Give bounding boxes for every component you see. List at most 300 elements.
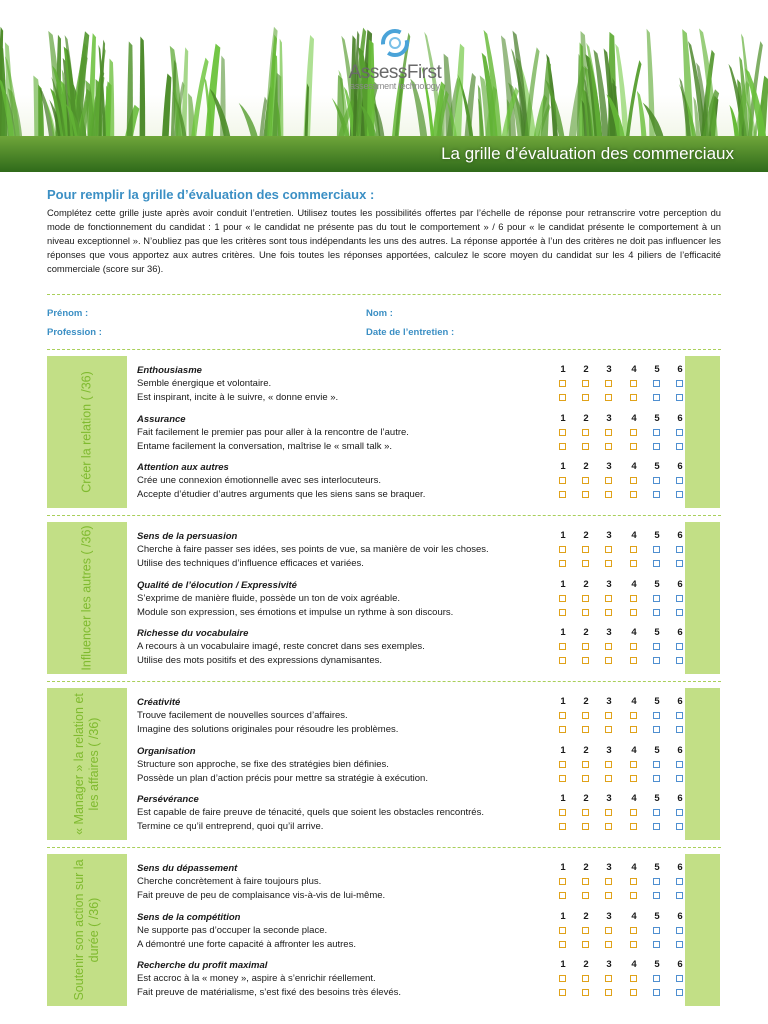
scale-number: 1	[560, 911, 566, 922]
rating-checkbox-2[interactable]	[582, 595, 589, 602]
rating-checkbox-1[interactable]	[559, 443, 566, 450]
criterion-title: Attention aux autres	[137, 462, 229, 473]
rating-checkbox-1[interactable]	[559, 429, 566, 436]
scale-number: 2	[583, 413, 589, 424]
assessfirst-logo	[330, 26, 460, 91]
rating-checkbox-2[interactable]	[582, 643, 589, 650]
scale-number: 1	[560, 696, 566, 707]
rating-checkbox-5[interactable]	[653, 560, 660, 567]
section-label: « Manager » la relation et les affaires ( /36)	[72, 693, 101, 835]
criterion-description: Module son expression, ses émotions et impulse un rythme à son discours.	[137, 607, 454, 618]
rating-row-1	[557, 543, 687, 557]
rating-checkbox-5[interactable]	[653, 394, 660, 401]
scale-number: 2	[583, 530, 589, 541]
rating-checkbox-5[interactable]	[653, 878, 660, 885]
rating-checkbox-2[interactable]	[582, 609, 589, 616]
rating-row-2	[557, 938, 687, 952]
rating-checkbox-3[interactable]	[605, 941, 612, 948]
criterion-description: Structure son approche, se fixe des stratégies bien définies.	[137, 759, 389, 770]
rating-row-1	[557, 426, 687, 440]
rating-checkbox-1[interactable]	[559, 927, 566, 934]
scale-number: 6	[677, 627, 683, 638]
scale-number: 3	[606, 461, 612, 472]
rating-checkbox-3[interactable]	[605, 989, 612, 996]
rating-checkbox-1[interactable]	[559, 975, 566, 982]
rating-row-1	[557, 924, 687, 938]
rating-checkbox-5[interactable]	[653, 892, 660, 899]
section-label-panel	[47, 854, 127, 1006]
rating-scale	[557, 530, 687, 543]
scale-number: 2	[583, 461, 589, 472]
rating-checkbox-6[interactable]	[676, 878, 683, 885]
rating-checkbox-3[interactable]	[605, 892, 612, 899]
rating-checkbox-4[interactable]	[630, 712, 637, 719]
rating-row-2	[557, 723, 687, 737]
rating-checkbox-3[interactable]	[605, 712, 612, 719]
scale-number: 3	[606, 364, 612, 375]
section-soutenir-son-action	[47, 852, 721, 1008]
rating-checkbox-6[interactable]	[676, 546, 683, 553]
scale-number: 5	[654, 745, 660, 756]
scale-number: 6	[677, 745, 683, 756]
rating-checkbox-4[interactable]	[630, 394, 637, 401]
criterion-title: Persévérance	[137, 794, 199, 805]
rating-checkbox-6[interactable]	[676, 726, 683, 733]
rating-checkbox-4[interactable]	[630, 380, 637, 387]
rating-row-2	[557, 488, 687, 502]
rating-checkbox-2[interactable]	[582, 761, 589, 768]
criterion-description: Fait preuve de peu de complaisance vis-à-vis de lui-même.	[137, 890, 386, 901]
rating-row-1	[557, 377, 687, 391]
criterion-description: Trouve facilement de nouvelles sources d’affaires.	[137, 710, 348, 721]
scale-number: 5	[654, 793, 660, 804]
criterion	[137, 793, 685, 834]
rating-row-2	[557, 889, 687, 903]
scale-number: 2	[583, 911, 589, 922]
rating-checkbox-4[interactable]	[630, 609, 637, 616]
scale-number: 3	[606, 579, 612, 590]
rating-checkbox-6[interactable]	[676, 595, 683, 602]
scale-number: 2	[583, 745, 589, 756]
section-label-panel	[47, 522, 127, 674]
rating-checkbox-6[interactable]	[676, 380, 683, 387]
rating-checkbox-2[interactable]	[582, 726, 589, 733]
rating-checkbox-4[interactable]	[630, 892, 637, 899]
criterion-description: Est inspirant, incite à le suivre, « donne envie ».	[137, 392, 339, 403]
rating-checkbox-1[interactable]	[559, 761, 566, 768]
rating-checkbox-6[interactable]	[676, 429, 683, 436]
rating-checkbox-1[interactable]	[559, 712, 566, 719]
scale-number: 4	[631, 364, 637, 375]
rating-checkbox-5[interactable]	[653, 975, 660, 982]
rating-checkbox-4[interactable]	[630, 726, 637, 733]
rating-row-1	[557, 875, 687, 889]
criterion	[137, 911, 685, 952]
rating-checkbox-3[interactable]	[605, 657, 612, 664]
scale-number: 3	[606, 959, 612, 970]
rating-checkbox-2[interactable]	[582, 394, 589, 401]
rating-checkbox-1[interactable]	[559, 823, 566, 830]
rating-checkbox-6[interactable]	[676, 989, 683, 996]
intro-heading: Pour remplir la grille d’évaluation des commerciaux :	[47, 187, 375, 202]
rating-checkbox-3[interactable]	[605, 975, 612, 982]
scale-number: 1	[560, 793, 566, 804]
criterion-title: Sens de la persuasion	[137, 531, 238, 542]
rating-checkbox-1[interactable]	[559, 491, 566, 498]
rating-checkbox-5[interactable]	[653, 823, 660, 830]
criterion	[137, 627, 685, 668]
rating-checkbox-2[interactable]	[582, 892, 589, 899]
criterion-description: Ne supporte pas d’occuper la seconde place.	[137, 925, 328, 936]
rating-checkbox-5[interactable]	[653, 609, 660, 616]
scale-number: 5	[654, 911, 660, 922]
scale-number: 3	[606, 862, 612, 873]
rating-checkbox-6[interactable]	[676, 761, 683, 768]
scale-number: 3	[606, 696, 612, 707]
rating-scale	[557, 696, 687, 709]
criterion	[137, 461, 685, 502]
scale-number: 4	[631, 627, 637, 638]
scale-number: 1	[560, 959, 566, 970]
criterion-description: Termine ce qu’il entreprend, quoi qu’il arrive.	[137, 821, 324, 832]
rating-checkbox-4[interactable]	[630, 975, 637, 982]
scale-numbers	[557, 696, 687, 709]
rating-checkbox-4[interactable]	[630, 477, 637, 484]
rating-checkbox-6[interactable]	[676, 712, 683, 719]
rating-checkbox-2[interactable]	[582, 657, 589, 664]
rating-checkbox-1[interactable]	[559, 477, 566, 484]
rating-row-1	[557, 592, 687, 606]
criterion-title: Qualité de l’élocution / Expressivité	[137, 580, 297, 591]
rating-checkbox-3[interactable]	[605, 823, 612, 830]
rating-checkbox-4[interactable]	[630, 878, 637, 885]
criterion	[137, 959, 685, 1000]
rating-checkbox-3[interactable]	[605, 927, 612, 934]
rating-checkbox-2[interactable]	[582, 809, 589, 816]
rating-checkbox-5[interactable]	[653, 712, 660, 719]
rating-scale	[557, 911, 687, 924]
criterion	[137, 862, 685, 903]
criterion-description: Possède un plan d’action précis pour mettre sa stratégie à exécution.	[137, 773, 428, 784]
scale-number: 5	[654, 959, 660, 970]
rating-row-2	[557, 820, 687, 834]
rating-row-1	[557, 758, 687, 772]
section-label: Créer la relation ( /36)	[79, 371, 94, 493]
scale-number: 5	[654, 413, 660, 424]
rating-scale	[557, 579, 687, 592]
rating-checkbox-4[interactable]	[630, 823, 637, 830]
scale-number: 2	[583, 793, 589, 804]
rating-checkbox-4[interactable]	[630, 761, 637, 768]
rating-checkbox-5[interactable]	[653, 941, 660, 948]
rating-checkbox-3[interactable]	[605, 380, 612, 387]
scale-number: 4	[631, 579, 637, 590]
rating-checkbox-6[interactable]	[676, 941, 683, 948]
scale-number: 3	[606, 627, 612, 638]
rating-checkbox-1[interactable]	[559, 989, 566, 996]
section-manager-la-relation	[47, 686, 721, 842]
rating-scale	[557, 862, 687, 875]
rating-checkbox-5[interactable]	[653, 477, 660, 484]
divider	[47, 847, 721, 848]
nom-field-label: Nom :	[366, 308, 393, 319]
rating-checkbox-1[interactable]	[559, 560, 566, 567]
scale-number: 6	[677, 461, 683, 472]
rating-checkbox-5[interactable]	[653, 775, 660, 782]
rating-checkbox-5[interactable]	[653, 809, 660, 816]
criterion-description: Fait preuve de matérialisme, s’est fixé des besoins très élevés.	[137, 987, 402, 998]
rating-checkbox-3[interactable]	[605, 775, 612, 782]
rating-checkbox-4[interactable]	[630, 560, 637, 567]
rating-row-1	[557, 972, 687, 986]
rating-checkbox-3[interactable]	[605, 560, 612, 567]
divider	[47, 681, 721, 682]
criterion-description: Accepte d’étudier d’autres arguments que les siens sans se braquer.	[137, 489, 426, 500]
rating-checkbox-2[interactable]	[582, 878, 589, 885]
rating-checkbox-6[interactable]	[676, 809, 683, 816]
rating-checkbox-4[interactable]	[630, 429, 637, 436]
scale-number: 1	[560, 579, 566, 590]
scale-number: 6	[677, 364, 683, 375]
scale-numbers	[557, 579, 687, 592]
rating-checkbox-2[interactable]	[582, 989, 589, 996]
rating-checkbox-4[interactable]	[630, 546, 637, 553]
rating-checkbox-3[interactable]	[605, 643, 612, 650]
rating-scale	[557, 364, 687, 377]
rating-checkbox-4[interactable]	[630, 443, 637, 450]
rating-checkbox-3[interactable]	[605, 809, 612, 816]
rating-checkbox-5[interactable]	[653, 657, 660, 664]
rating-checkbox-2[interactable]	[582, 927, 589, 934]
rating-checkbox-1[interactable]	[559, 546, 566, 553]
rating-checkbox-1[interactable]	[559, 878, 566, 885]
score-column	[685, 356, 720, 508]
rating-checkbox-6[interactable]	[676, 443, 683, 450]
criterion	[137, 413, 685, 454]
rating-checkbox-5[interactable]	[653, 491, 660, 498]
rating-checkbox-1[interactable]	[559, 643, 566, 650]
scale-number: 1	[560, 364, 566, 375]
rating-scale	[557, 793, 687, 806]
rating-checkbox-5[interactable]	[653, 726, 660, 733]
rating-checkbox-2[interactable]	[582, 477, 589, 484]
scale-number: 2	[583, 579, 589, 590]
rating-checkbox-4[interactable]	[630, 491, 637, 498]
divider	[47, 349, 721, 350]
scale-numbers	[557, 364, 687, 377]
rating-checkbox-6[interactable]	[676, 975, 683, 982]
rating-checkbox-1[interactable]	[559, 941, 566, 948]
rating-checkbox-3[interactable]	[605, 726, 612, 733]
scale-number: 3	[606, 745, 612, 756]
rating-checkbox-4[interactable]	[630, 657, 637, 664]
rating-checkbox-3[interactable]	[605, 595, 612, 602]
scale-number: 5	[654, 696, 660, 707]
scale-number: 6	[677, 793, 683, 804]
criterion-description: Est capable de faire preuve de ténacité, quels que soient les obstacles rencontrés.	[137, 807, 484, 818]
rating-checkbox-5[interactable]	[653, 380, 660, 387]
rating-checkbox-4[interactable]	[630, 595, 637, 602]
rating-checkbox-5[interactable]	[653, 643, 660, 650]
rating-checkbox-2[interactable]	[582, 429, 589, 436]
rating-checkbox-2[interactable]	[582, 775, 589, 782]
scale-numbers	[557, 959, 687, 972]
rating-checkbox-6[interactable]	[676, 477, 683, 484]
section-criteria	[127, 686, 685, 842]
rating-checkbox-3[interactable]	[605, 429, 612, 436]
rating-checkbox-3[interactable]	[605, 491, 612, 498]
profession-field-label: Profession :	[47, 327, 102, 338]
rating-checkbox-1[interactable]	[559, 775, 566, 782]
rating-checkbox-6[interactable]	[676, 823, 683, 830]
rating-checkbox-1[interactable]	[559, 609, 566, 616]
criterion-description: A démontré une forte capacité à affronter les autres.	[137, 939, 356, 950]
rating-checkbox-2[interactable]	[582, 380, 589, 387]
rating-checkbox-6[interactable]	[676, 775, 683, 782]
intro-paragraph: Complétez cette grille juste après avoir conduit l’entretien. Utilisez toutes les possibilités offertes par l’échelle de réponse pour retranscrire votre perception du mode de fonctionnement du candidat : 1 pour « le candidat ne présente pas du tout le comportement » / 6 pour « le candidat présente le comportement à un niveau exceptionnel ». N’oubliez pas que les critères sont tous indépendants les uns des autres. La réponse apportée à l’un des critères ne doit pas influencer les réponses que vous apportez aux autres critères. Une fois toutes les réponses apportées, calculez le score moyen du candidat sur les 4 piliers de l’efficacité commerciale (score sur 36).	[47, 207, 721, 274]
rating-checkbox-4[interactable]	[630, 989, 637, 996]
rating-checkbox-5[interactable]	[653, 989, 660, 996]
rating-checkbox-3[interactable]	[605, 609, 612, 616]
scale-numbers	[557, 461, 687, 474]
scale-number: 3	[606, 911, 612, 922]
rating-checkbox-4[interactable]	[630, 643, 637, 650]
rating-checkbox-3[interactable]	[605, 394, 612, 401]
criterion-description: S’exprime de manière fluide, possède un ton de voix agréable.	[137, 593, 400, 604]
rating-checkbox-1[interactable]	[559, 380, 566, 387]
criterion	[137, 530, 685, 571]
rating-checkbox-1[interactable]	[559, 394, 566, 401]
criterion	[137, 364, 685, 405]
rating-checkbox-1[interactable]	[559, 595, 566, 602]
rating-checkbox-1[interactable]	[559, 726, 566, 733]
header-banner	[0, 0, 768, 172]
rating-checkbox-4[interactable]	[630, 775, 637, 782]
rating-checkbox-6[interactable]	[676, 394, 683, 401]
rating-checkbox-3[interactable]	[605, 546, 612, 553]
rating-row-1	[557, 709, 687, 723]
rating-checkbox-2[interactable]	[582, 712, 589, 719]
scale-numbers	[557, 911, 687, 924]
criterion	[137, 696, 685, 737]
rating-checkbox-2[interactable]	[582, 823, 589, 830]
scale-number: 2	[583, 696, 589, 707]
section-label: Soutenir son action sur la durée ( /36)	[72, 859, 101, 1001]
rating-checkbox-1[interactable]	[559, 892, 566, 899]
scale-number: 6	[677, 911, 683, 922]
scale-number: 2	[583, 627, 589, 638]
rating-row-2	[557, 391, 687, 405]
criterion-title: Recherche du profit maximal	[137, 960, 268, 971]
scale-numbers	[557, 627, 687, 640]
divider	[47, 294, 721, 295]
rating-checkbox-4[interactable]	[630, 941, 637, 948]
rating-row-2	[557, 557, 687, 571]
rating-checkbox-3[interactable]	[605, 761, 612, 768]
criterion	[137, 579, 685, 620]
rating-checkbox-6[interactable]	[676, 643, 683, 650]
criterion-description: Semble énergique et volontaire.	[137, 378, 272, 389]
date-field-label: Date de l’entretien :	[366, 327, 455, 338]
rating-checkbox-5[interactable]	[653, 761, 660, 768]
rating-checkbox-1[interactable]	[559, 657, 566, 664]
rating-row-2	[557, 654, 687, 668]
criterion-title: Assurance	[137, 414, 186, 425]
scale-number: 6	[677, 579, 683, 590]
scale-number: 5	[654, 364, 660, 375]
criterion-description: Fait facilement le premier pas pour aller à la rencontre de l’autre.	[137, 427, 409, 438]
scale-number: 4	[631, 911, 637, 922]
rating-scale	[557, 413, 687, 426]
scale-number: 1	[560, 862, 566, 873]
criterion-description: Crée une connexion émotionnelle avec ses interlocuteurs.	[137, 475, 381, 486]
scale-number: 3	[606, 793, 612, 804]
rating-checkbox-2[interactable]	[582, 491, 589, 498]
scale-number: 4	[631, 461, 637, 472]
logo-swirl-icon	[378, 26, 412, 60]
rating-checkbox-2[interactable]	[582, 941, 589, 948]
document-title: La grille d’évaluation des commerciaux	[441, 144, 734, 163]
rating-checkbox-6[interactable]	[676, 560, 683, 567]
rating-checkbox-5[interactable]	[653, 429, 660, 436]
scale-number: 4	[631, 793, 637, 804]
rating-checkbox-2[interactable]	[582, 443, 589, 450]
scale-number: 2	[583, 959, 589, 970]
rating-checkbox-4[interactable]	[630, 809, 637, 816]
criterion-description: A recours à un vocabulaire imagé, reste concret dans ses exemples.	[137, 641, 425, 652]
rating-checkbox-3[interactable]	[605, 477, 612, 484]
criterion-title: Organisation	[137, 746, 196, 757]
scale-number: 1	[560, 627, 566, 638]
rating-checkbox-2[interactable]	[582, 546, 589, 553]
scale-number: 1	[560, 461, 566, 472]
scale-numbers	[557, 530, 687, 543]
rating-checkbox-5[interactable]	[653, 595, 660, 602]
scale-number: 1	[560, 413, 566, 424]
rating-checkbox-2[interactable]	[582, 560, 589, 567]
rating-checkbox-4[interactable]	[630, 927, 637, 934]
rating-checkbox-6[interactable]	[676, 657, 683, 664]
rating-checkbox-2[interactable]	[582, 975, 589, 982]
rating-checkbox-6[interactable]	[676, 609, 683, 616]
rating-checkbox-6[interactable]	[676, 927, 683, 934]
section-influencer-les-autres	[47, 520, 721, 676]
scale-number: 5	[654, 862, 660, 873]
rating-checkbox-5[interactable]	[653, 927, 660, 934]
rating-checkbox-3[interactable]	[605, 443, 612, 450]
scale-number: 4	[631, 862, 637, 873]
divider	[47, 515, 721, 516]
rating-checkbox-6[interactable]	[676, 892, 683, 899]
rating-scale	[557, 627, 687, 640]
rating-checkbox-1[interactable]	[559, 809, 566, 816]
rating-checkbox-5[interactable]	[653, 443, 660, 450]
scale-number: 6	[677, 413, 683, 424]
section-creer-la-relation	[47, 354, 721, 510]
rating-checkbox-5[interactable]	[653, 546, 660, 553]
brand-name: AssessFirst	[348, 62, 442, 83]
scale-number: 4	[631, 530, 637, 541]
scale-number: 6	[677, 862, 683, 873]
rating-checkbox-3[interactable]	[605, 878, 612, 885]
scale-number: 2	[583, 364, 589, 375]
scale-number: 4	[631, 413, 637, 424]
criterion-title: Sens du dépassement	[137, 863, 238, 874]
rating-checkbox-6[interactable]	[676, 491, 683, 498]
criterion-title: Créativité	[137, 697, 181, 708]
section-criteria	[127, 354, 685, 510]
brand-tagline: assessment technology	[350, 81, 440, 91]
